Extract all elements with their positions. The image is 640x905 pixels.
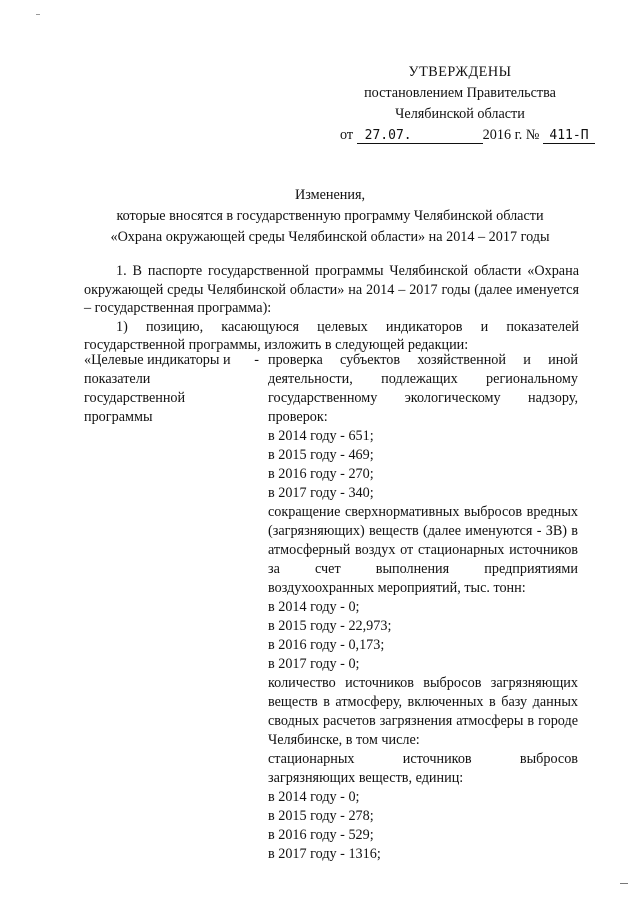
document-number: 411-П	[543, 128, 595, 144]
stationary-value: в 2014 году - 0;	[268, 789, 360, 805]
indicators-name-line-2: показатели	[84, 371, 151, 387]
stationary-text: стационарных источников выбросов загрязняющих веществ, единиц:	[268, 751, 578, 786]
inspection-value: в 2016 году - 270;	[268, 466, 374, 482]
heading-title: Изменения,	[294, 187, 366, 203]
date-prefix: от	[340, 127, 354, 143]
indicators-name-line-3: государственной	[84, 390, 186, 406]
indicators-name-line-4: программы	[84, 409, 153, 425]
stationary-value: в 2016 году - 529;	[268, 827, 374, 843]
date-day-month: 27.07.	[357, 128, 483, 144]
heading-subtitle-2: «Охрана окружающей среды Челябинской области» на 2014 – 2017 годы	[110, 229, 550, 245]
scan-mark	[36, 14, 40, 15]
stationary-value: в 2015 году - 278;	[268, 808, 374, 824]
indicators-name-row	[84, 351, 259, 370]
indicators-name-line-1: «Целевые индикаторы и	[84, 352, 231, 368]
intro-paragraph-2-line-2: государственной программы, изложить в следующей редакции:	[84, 337, 469, 353]
approval-date-line	[340, 125, 589, 146]
reduction-value: в 2016 году - 0,173;	[268, 637, 385, 653]
sources-text: количество источников выбросов загрязняющих веществ в атмосферу, включенных в базу данных сводных расчетов загрязнения атмосферы в городе Челябинске, в том числе:	[268, 675, 578, 748]
reduction-value: в 2015 году - 22,973;	[268, 618, 392, 634]
reduction-text: сокращение сверхнормативных выбросов вредных (загрязняющих) веществ (далее именуются - ЗВ) в атмосферный воздух от стационарных источников за счет выполнения предприятиями воздухоохранных мероприятий, тыс. тонн:	[268, 504, 578, 596]
approval-title: УТВЕРЖДЕНЫ	[408, 64, 512, 80]
reduction-value: в 2017 году - 0;	[268, 656, 360, 672]
inspection-value: в 2017 году - 340;	[268, 485, 374, 501]
intro-section	[84, 262, 579, 355]
intro-paragraph-1: 1. В паспорте государственной программы Челябинской области «Охрана окружающей среды Челябинской области» на 2014 – 2017 годы (далее именуется – государственная программа):	[84, 263, 579, 316]
approval-block	[340, 62, 589, 146]
scan-mark	[620, 883, 628, 884]
date-year: 2016 г. №	[482, 127, 540, 143]
reduction-value: в 2014 году - 0;	[268, 599, 360, 615]
indicators-dash: -	[254, 352, 259, 368]
inspection-value: в 2014 году - 651;	[268, 428, 374, 444]
intro-paragraph-2-line-1: 1) позицию, касающуюся целевых индикаторов и показателей	[116, 318, 579, 335]
heading-subtitle-1: которые вносятся в государственную программу Челябинской области	[116, 208, 544, 224]
document-heading	[80, 185, 580, 248]
inspection-values	[268, 427, 578, 503]
approval-line-region: Челябинской области	[395, 106, 525, 122]
approval-line-government: постановлением Правительства	[364, 85, 556, 101]
indicators-values-column	[268, 351, 578, 864]
reduction-values	[268, 598, 578, 674]
inspection-text: проверка субъектов хозяйственной и иной деятельности, подлежащих региональному государственному экологическому надзору, проверок:	[268, 352, 578, 425]
indicators-name-column	[84, 351, 259, 427]
stationary-values	[268, 788, 578, 864]
inspection-value: в 2015 году - 469;	[268, 447, 374, 463]
stationary-value: в 2017 году - 1316;	[268, 846, 381, 862]
